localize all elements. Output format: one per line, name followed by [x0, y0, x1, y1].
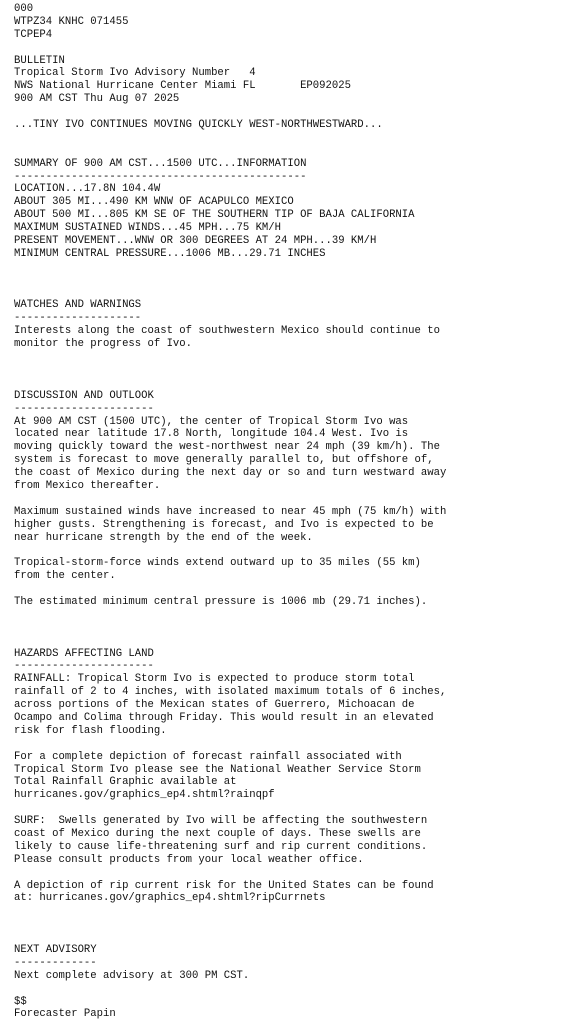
watches-text-line: Interests along the coast of southwestern Mexico should continue to [14, 325, 440, 338]
blank-line [14, 351, 570, 364]
blank-line [14, 493, 570, 506]
hazards-rule: ---------------------- [14, 660, 154, 673]
hazards-heading: HAZARDS AFFECTING LAND [14, 647, 154, 660]
end-mark: $$ [14, 995, 27, 1008]
blank-line [14, 635, 570, 648]
blank-line [14, 364, 570, 377]
watches-heading: WATCHES AND WARNINGS [14, 299, 142, 312]
rainfall-graphic-url: hurricanes.gov/graphics_ep4.shtml?rainqpf [14, 789, 275, 802]
blank-line [14, 544, 570, 557]
discussion-text-line: Tropical-storm-force winds extend outward up to 35 miles (55 km) [14, 557, 421, 570]
summary-rule: ---------------------------------------------- [14, 170, 307, 183]
discussion-text-line: near hurricane strength by the end of the week. [14, 531, 313, 544]
discussion-text-line: higher gusts. Strengthening is forecast, and Ivo is expected to be [14, 518, 434, 531]
discussion-text-line: from the center. [14, 570, 116, 583]
blank-line [14, 377, 570, 390]
surf-text-line: coast of Mexico during the next couple of days. These swells are [14, 828, 421, 840]
blank-line [14, 261, 570, 274]
blank-line [14, 622, 570, 635]
summary-location: LOCATION...17.8N 104.4W [14, 183, 161, 196]
discussion-text-line: moving quickly toward the west-northwest near 24 mph (39 km/h). The [14, 441, 440, 454]
rainfall-text-line: risk for flash flooding. [14, 724, 167, 737]
next-advisory-text: Next complete advisory at 300 PM CST. [14, 969, 250, 982]
discussion-text-line: from Mexico thereafter. [14, 479, 161, 492]
next-advisory-heading: NEXT ADVISORY [14, 944, 97, 957]
discussion-rule: ---------------------- [14, 402, 154, 415]
rainfall-text-line: RAINFALL: Tropical Storm Ivo is expected to produce storm total [14, 673, 415, 686]
summary-max-winds: MAXIMUM SUSTAINED WINDS...45 MPH...75 KM/H [14, 222, 282, 235]
discussion-text-line: Maximum sustained winds have increased to near 45 mph (75 km/h) with [14, 505, 447, 518]
blank-line [14, 106, 570, 119]
surf-text-line: likely to cause life-threatening surf and rip current conditions. [14, 840, 428, 853]
summary-distance-acapulco: ABOUT 305 MI...490 KM WNW OF ACAPULCO MEXICO [14, 196, 294, 209]
rainfall-text-line: rainfall of 2 to 4 inches, with isolated maximum totals of 6 inches, [14, 686, 447, 699]
summary-pressure: MINIMUM CENTRAL PRESSURE...1006 MB...29.71 INCHES [14, 247, 326, 260]
summary-movement: PRESENT MOVEMENT...WNW OR 300 DEGREES AT 24 MPH...39 KM/H [14, 235, 377, 248]
blank-line [14, 287, 570, 300]
bulletin-label: BULLETIN [14, 54, 65, 67]
watches-rule: -------------------- [14, 312, 142, 325]
blank-line [14, 274, 570, 287]
blank-line [14, 905, 570, 918]
blank-line [14, 145, 570, 158]
blank-line [14, 983, 570, 996]
blank-line [14, 918, 570, 931]
blank-line [14, 867, 570, 880]
blank-line [14, 132, 570, 145]
surf-text-line: Please consult products from your local weather office. [14, 853, 364, 866]
rip-current-url-line: at: hurricanes.gov/graphics_ep4.shtml?ripCurrnets [14, 892, 326, 905]
rainfall-text-line: Ocampo and Colima through Friday. This would result in an elevated [14, 711, 434, 724]
discussion-heading: DISCUSSION AND OUTLOOK [14, 389, 154, 402]
blank-line [14, 802, 570, 815]
advisory-title: Tropical Storm Ivo Advisory Number 4 [14, 67, 256, 80]
rainfall-text-line: across portions of the Mexican states of Guerrero, Michoacan de [14, 699, 415, 712]
rip-current-text-line: A depiction of rip current risk for the United States can be found [14, 879, 434, 892]
watches-text-line: monitor the progress of Ivo. [14, 338, 193, 351]
discussion-text-line: the coast of Mexico during the next day or so and turn westward away [14, 467, 447, 480]
headline: ...TINY IVO CONTINUES MOVING QUICKLY WEST-NORTHWESTWARD... [14, 119, 383, 132]
rain-graphic-text-line: Tropical Storm Ivo please see the National Weather Service Storm [14, 763, 421, 776]
summary-distance-baja: ABOUT 500 MI...805 KM SE OF THE SOUTHERN TIP OF BAJA CALIFORNIA [14, 209, 415, 222]
discussion-text-line: system is forecast to move generally parallel to, but offshore of, [14, 454, 434, 467]
header-code: 000 [14, 3, 34, 15]
next-advisory-rule: ------------- [14, 956, 97, 969]
header-wmo-id: WTPZ34 KNHC 071455 [14, 15, 129, 28]
blank-line [14, 738, 570, 751]
blank-line [14, 42, 570, 55]
issue-time: 900 AM CST Thu Aug 07 2025 [14, 93, 180, 106]
summary-heading: SUMMARY OF 900 AM CST...1500 UTC...INFORMATION [14, 157, 307, 170]
discussion-text-line: At 900 AM CST (1500 UTC), the center of Tropical Storm Ivo was [14, 415, 409, 428]
header-awips-id: TCPEP4 [14, 28, 53, 41]
blank-line [14, 583, 570, 596]
surf-text-line: SURF: Swells generated by Ivo will be affecting the southwestern [14, 815, 428, 828]
advisory-bulletin [14, 3, 570, 1021]
discussion-text-line: The estimated minimum central pressure is 1006 mb (29.71 inches). [14, 595, 428, 608]
blank-line [14, 931, 570, 944]
rain-graphic-text-line: For a complete depiction of forecast rainfall associated with [14, 750, 402, 763]
forecaster-name: Forecaster Papin [14, 1008, 116, 1021]
discussion-text-line: located near latitude 17.8 North, longitude 104.4 West. Ivo is [14, 428, 409, 441]
issuing-office: NWS National Hurricane Center Miami FL EP092025 [14, 80, 351, 93]
blank-line [14, 609, 570, 622]
rain-graphic-text-line: Total Rainfall Graphic available at [14, 776, 237, 789]
